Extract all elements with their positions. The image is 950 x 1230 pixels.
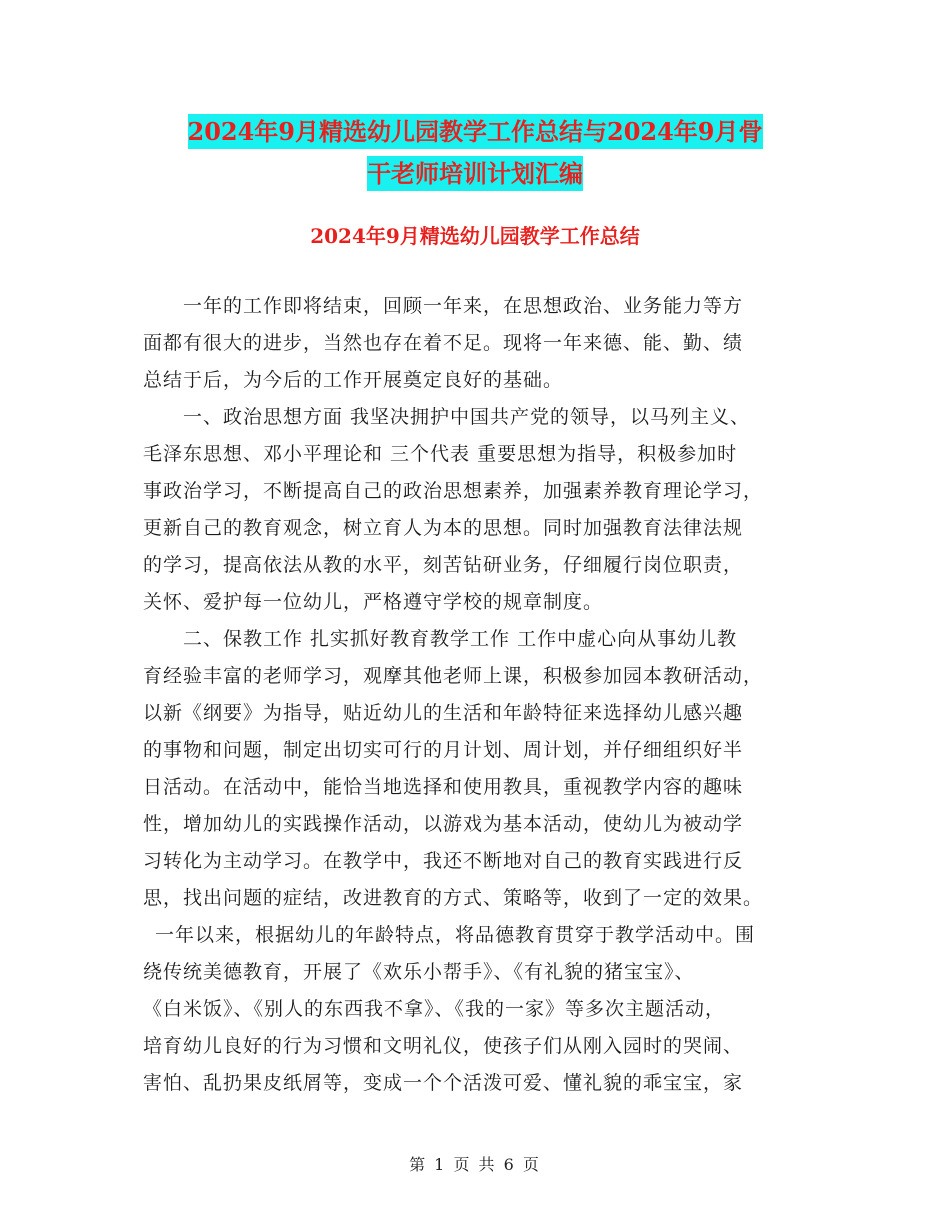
document-title-text-2: 干老师培训计划汇编 [367,156,583,191]
page-footer: 第 1 页 共 6 页 [409,1155,541,1174]
document-title-line-2 [140,152,810,196]
paragraph-line: 思，找出问题的症结，改进教育的方式、策略等，收到了一定的效果。 [143,887,764,909]
paragraph-line: 习转化为主动学习。在教学中，我还不断地对自己的教育实践进行反 [143,850,744,872]
paragraph-line: 二、保教工作 扎实抓好教育教学工作 工作中虚心向从事幼儿教 [183,628,738,650]
paragraph-line: 一年的工作即将结束，回顾一年来，在思想政治、业务能力等方 [183,295,744,317]
paragraph-line: 以新《纲要》为指导，贴近幼儿的生活和年龄特征来选择幼儿感兴趣 [143,702,744,724]
paragraph-line: 的学习，提高依法从教的水平，刻苦钻研业务，仔细履行岗位职责， [143,554,744,576]
paragraph-line: 绕传统美德教育，开展了《欢乐小帮手》、《有礼貌的猪宝宝》、 [143,961,695,983]
document-title-line-1 [140,110,810,154]
document-title-text-1: 2024年9月精选幼儿园教学工作总结与2024年9月骨 [188,114,763,149]
paragraph-line: 培育幼儿良好的行为习惯和文明礼仪，使孩子们从刚入园时的哭闹、 [143,1035,744,1057]
paragraph-line: 性，增加幼儿的实践操作活动，以游戏为基本活动，使幼儿为被动学 [143,813,744,835]
paragraph-line: 一年以来，根据幼儿的年龄特点，将品德教育贯穿于教学活动中。围 [155,924,756,946]
paragraph-line: 《白米饭》、《别人的东西我不拿》、《我的一家》等多次主题活动， [143,998,726,1020]
paragraph-line: 更新自己的教育观念，树立育人为本的思想。同时加强教育法律法规 [143,517,744,539]
paragraph-line: 害怕、乱扔果皮纸屑等，变成一个个活泼可爱、懂礼貌的乖宝宝，家 [143,1072,744,1094]
body-text [143,288,807,1102]
paragraph-line: 的事物和问题，制定出切实可行的月计划、周计划，并仔细组织好半 [143,739,744,761]
paragraph-line: 日活动。在活动中，能恰当地选择和使用教具，重视教学内容的趣味 [143,776,744,798]
paragraph-line: 总结于后，为今后的工作开展奠定良好的基础。 [143,369,564,391]
section-title: 2024年9月精选幼儿园教学工作总结 [310,224,640,248]
paragraph-line: 面都有很大的进步，当然也存在着不足。现将一年来德、能、勤、绩 [143,332,744,354]
paragraph-line: 毛泽东思想、邓小平理论和 三个代表 重要思想为指导，积极参加时 [143,443,738,465]
paragraph-line: 事政治学习，不断提高自己的政治思想素养，加强素养教育理论学习， [143,480,764,502]
paragraph-line: 育经验丰富的老师学习，观摩其他老师上课，积极参加园本教研活动， [143,665,764,687]
paragraph-line: 关怀、爱护每一位幼儿，严格遵守学校的规章制度。 [143,591,604,613]
paragraph-line: 一、政治思想方面 我坚决拥护中国共产党的领导，以马列主义、 [183,406,751,428]
